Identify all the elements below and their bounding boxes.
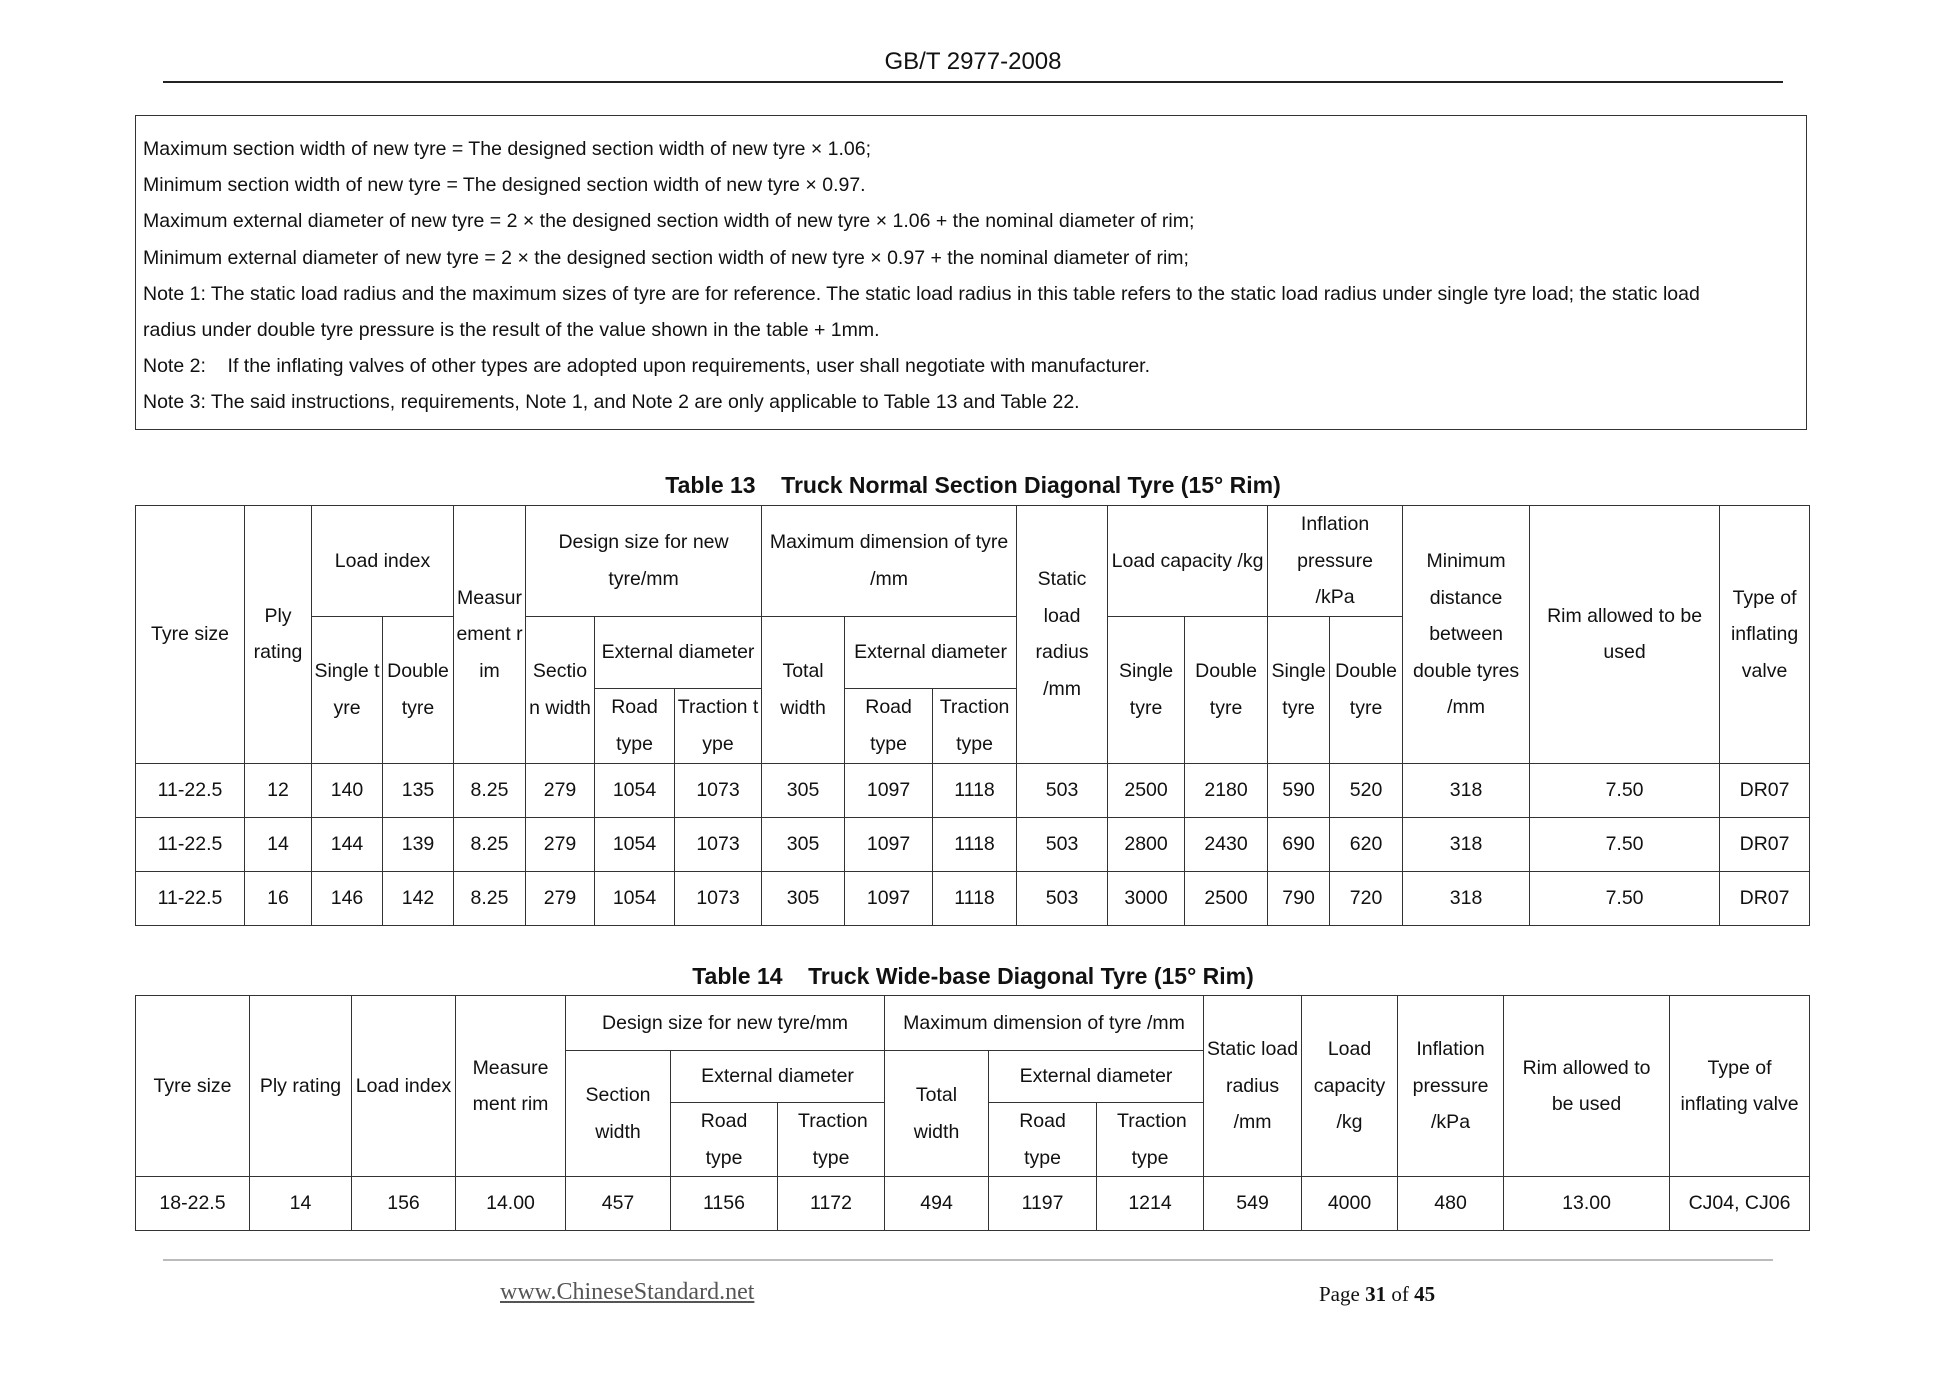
header-road-type: Road type xyxy=(845,688,933,763)
of-label: of xyxy=(1391,1282,1409,1306)
current-page: 31 xyxy=(1365,1282,1387,1306)
table-cell: 690 xyxy=(1268,817,1330,871)
table-cell: 790 xyxy=(1268,871,1330,925)
table-cell: 8.25 xyxy=(454,763,526,817)
note-line: Note 3: The said instructions, requirements, Note 1, and Note 2 are only applicable to Table 13 and Table 22. xyxy=(143,391,1080,414)
note-line: Maximum section width of new tyre = The designed section width of new tyre × 1.06; xyxy=(143,138,872,160)
header-traction-type: Traction type xyxy=(933,688,1017,763)
table-cell: 2500 xyxy=(1185,871,1268,925)
table-cell: 457 xyxy=(566,1177,671,1231)
table-cell: 16 xyxy=(245,871,312,925)
table-cell: 142 xyxy=(383,871,454,925)
table-cell: 140 xyxy=(312,763,383,817)
header-static-load-radius: Static load radius /mm xyxy=(1204,996,1302,1177)
table-cell: 11-22.5 xyxy=(136,871,245,925)
table-13 xyxy=(135,505,1810,926)
table-cell: 7.50 xyxy=(1530,817,1720,871)
page-label: Page xyxy=(1319,1282,1360,1306)
header-traction-type: Traction type xyxy=(675,688,762,763)
note-line: Minimum external diameter of new tyre = 2 × the designed section width of new tyre × 0.97 + the nominal diameter of rim; xyxy=(143,246,1189,269)
table-14 xyxy=(135,995,1810,1231)
page-number xyxy=(1319,1282,1435,1307)
table-cell: 139 xyxy=(383,817,454,871)
table-cell: 1073 xyxy=(675,763,762,817)
table-cell: 1118 xyxy=(933,763,1017,817)
total-pages: 45 xyxy=(1414,1282,1436,1306)
table-cell: 8.25 xyxy=(454,871,526,925)
table13-title: Table 13 Truck Normal Section Diagonal Tyre (15° Rim) xyxy=(665,472,1281,498)
header-design-size: Design size for new tyre/mm xyxy=(526,506,762,617)
table-cell: 11-22.5 xyxy=(136,763,245,817)
table-row xyxy=(136,763,1810,817)
table-cell: 18-22.5 xyxy=(136,1177,250,1231)
table-cell: 4000 xyxy=(1302,1177,1398,1231)
table-cell: DR07 xyxy=(1720,817,1810,871)
table14-title: Table 14 Truck Wide-base Diagonal Tyre (15° Rim) xyxy=(692,963,1254,989)
header-external-diameter: External diameter xyxy=(989,1051,1204,1103)
table-cell: 1054 xyxy=(595,871,675,925)
table-cell: 549 xyxy=(1204,1177,1302,1231)
table-cell: 279 xyxy=(526,763,595,817)
header-section-width: Section width xyxy=(566,1051,671,1177)
header-tyre-size: Tyre size xyxy=(136,996,250,1177)
table-cell: 590 xyxy=(1268,763,1330,817)
table-cell: 620 xyxy=(1330,817,1403,871)
table-cell: 156 xyxy=(352,1177,456,1231)
table-cell: CJ04, CJ06 xyxy=(1670,1177,1810,1231)
footer-rule xyxy=(163,1259,1773,1261)
table-cell: 318 xyxy=(1403,763,1530,817)
header-rule xyxy=(163,81,1783,83)
table-cell: 305 xyxy=(762,817,845,871)
table-cell: 305 xyxy=(762,763,845,817)
table-cell: 1054 xyxy=(595,817,675,871)
table-cell: 1118 xyxy=(933,817,1017,871)
table-row xyxy=(136,1177,1810,1231)
table-cell: 503 xyxy=(1017,817,1108,871)
table-cell: 1073 xyxy=(675,871,762,925)
table-cell: 318 xyxy=(1403,817,1530,871)
table-cell: 146 xyxy=(312,871,383,925)
table-cell: 279 xyxy=(526,871,595,925)
table-cell: 14 xyxy=(250,1177,352,1231)
table-cell: 13.00 xyxy=(1504,1177,1670,1231)
table-cell: 135 xyxy=(383,763,454,817)
table-cell: 1172 xyxy=(778,1177,885,1231)
header-inflation-pressure: Inflation pressure /kPa xyxy=(1398,996,1504,1177)
table-cell: 494 xyxy=(885,1177,989,1231)
table-cell: 305 xyxy=(762,871,845,925)
header-inflating-valve: Type of inflating valve xyxy=(1720,506,1810,764)
header-load-capacity: Load capacity /kg xyxy=(1108,506,1268,617)
table-cell: 1118 xyxy=(933,871,1017,925)
header-external-diameter: External diameter xyxy=(845,616,1017,688)
header-max-dimension: Maximum dimension of tyre /mm xyxy=(762,506,1017,617)
table-cell: 14 xyxy=(245,817,312,871)
table-cell: DR07 xyxy=(1720,871,1810,925)
table-cell: 1054 xyxy=(595,763,675,817)
header-single-tyre: Single tyre xyxy=(1108,616,1185,763)
table-cell: 7.50 xyxy=(1530,871,1720,925)
table-cell: 520 xyxy=(1330,763,1403,817)
header-min-distance: Minimum distance between double tyres /mm xyxy=(1403,506,1530,764)
document-code: GB/T 2977-2008 xyxy=(884,48,1062,75)
note-line: Maximum external diameter of new tyre = 2 × the designed section width of new tyre × 1.06 + the nominal diameter of rim; xyxy=(143,210,1195,233)
table-cell: 1197 xyxy=(989,1177,1097,1231)
table-cell: 14.00 xyxy=(456,1177,566,1231)
header-single-tyre: Single tyre xyxy=(1268,616,1330,763)
table-cell: 8.25 xyxy=(454,817,526,871)
table-cell: 480 xyxy=(1398,1177,1504,1231)
header-traction-type: Traction type xyxy=(778,1103,885,1177)
header-design-size: Design size for new tyre/mm xyxy=(566,996,885,1051)
header-section-width: Section width xyxy=(526,616,595,763)
header-double-tyre: Double tyre xyxy=(383,616,454,763)
table-cell: 2800 xyxy=(1108,817,1185,871)
note-line: Minimum section width of new tyre = The designed section width of new tyre × 0.97. xyxy=(143,174,866,197)
table-cell: 1097 xyxy=(845,871,933,925)
table-row xyxy=(136,871,1810,925)
header-tyre-size: Tyre size xyxy=(136,506,245,764)
header-ply-rating: Ply rating xyxy=(245,506,312,764)
header-rim-allowed: Rim allowed to be used xyxy=(1504,996,1670,1177)
note-line: Note 1: The static load radius and the maximum sizes of tyre are for reference. The static load radius in this table refers to the static load radius under single tyre load; the static load xyxy=(143,282,1700,305)
header-inflation-pressure: Inflation pressure /kPa xyxy=(1268,506,1403,617)
header-road-type: Road type xyxy=(671,1103,778,1177)
header-measurement-rim: Measurement rim xyxy=(454,506,526,764)
header-static-load-radius: Static load radius /mm xyxy=(1017,506,1108,764)
table-cell: 318 xyxy=(1403,871,1530,925)
header-single-tyre: Single tyre xyxy=(312,616,383,763)
notes-box xyxy=(135,115,1807,430)
header-external-diameter: External diameter xyxy=(595,616,762,688)
header-road-type: Road type xyxy=(989,1103,1097,1177)
header-inflating-valve: Type of inflating valve xyxy=(1670,996,1810,1177)
website-link[interactable]: www.ChineseStandard.net xyxy=(500,1279,755,1305)
header-measurement-rim: Measure ment rim xyxy=(456,996,566,1177)
table-cell: 2430 xyxy=(1185,817,1268,871)
table-cell: 2500 xyxy=(1108,763,1185,817)
header-traction-type: Traction type xyxy=(1097,1103,1204,1177)
header-total-width: Total width xyxy=(885,1051,989,1177)
header-ply-rating: Ply rating xyxy=(250,996,352,1177)
table-cell: DR07 xyxy=(1720,763,1810,817)
table-cell: 1156 xyxy=(671,1177,778,1231)
table-cell: 720 xyxy=(1330,871,1403,925)
header-load-capacity: Load capacity /kg xyxy=(1302,996,1398,1177)
table-cell: 503 xyxy=(1017,763,1108,817)
header-total-width: Total width xyxy=(762,616,845,763)
table-cell: 279 xyxy=(526,817,595,871)
table-cell: 7.50 xyxy=(1530,763,1720,817)
header-rim-allowed: Rim allowed to be used xyxy=(1530,506,1720,764)
header-double-tyre: Double tyre xyxy=(1330,616,1403,763)
note-line: radius under double tyre pressure is the result of the value shown in the table + 1mm. xyxy=(143,319,880,342)
table-cell: 144 xyxy=(312,817,383,871)
table-cell: 3000 xyxy=(1108,871,1185,925)
table-cell: 1097 xyxy=(845,763,933,817)
header-max-dimension: Maximum dimension of tyre /mm xyxy=(885,996,1204,1051)
header-double-tyre: Double tyre xyxy=(1185,616,1268,763)
table-row xyxy=(136,817,1810,871)
header-road-type: Road type xyxy=(595,688,675,763)
header-load-index: Load index xyxy=(312,506,454,617)
table-cell: 1097 xyxy=(845,817,933,871)
table-cell: 1214 xyxy=(1097,1177,1204,1231)
table-cell: 1073 xyxy=(675,817,762,871)
table-cell: 503 xyxy=(1017,871,1108,925)
header-external-diameter: External diameter xyxy=(671,1051,885,1103)
table-cell: 11-22.5 xyxy=(136,817,245,871)
note-line: Note 2: If the inflating valves of other types are adopted upon requirements, user shall negotiate with manufacturer. xyxy=(143,355,1151,378)
table-cell: 2180 xyxy=(1185,763,1268,817)
header-load-index: Load index xyxy=(352,996,456,1177)
table-cell: 12 xyxy=(245,763,312,817)
